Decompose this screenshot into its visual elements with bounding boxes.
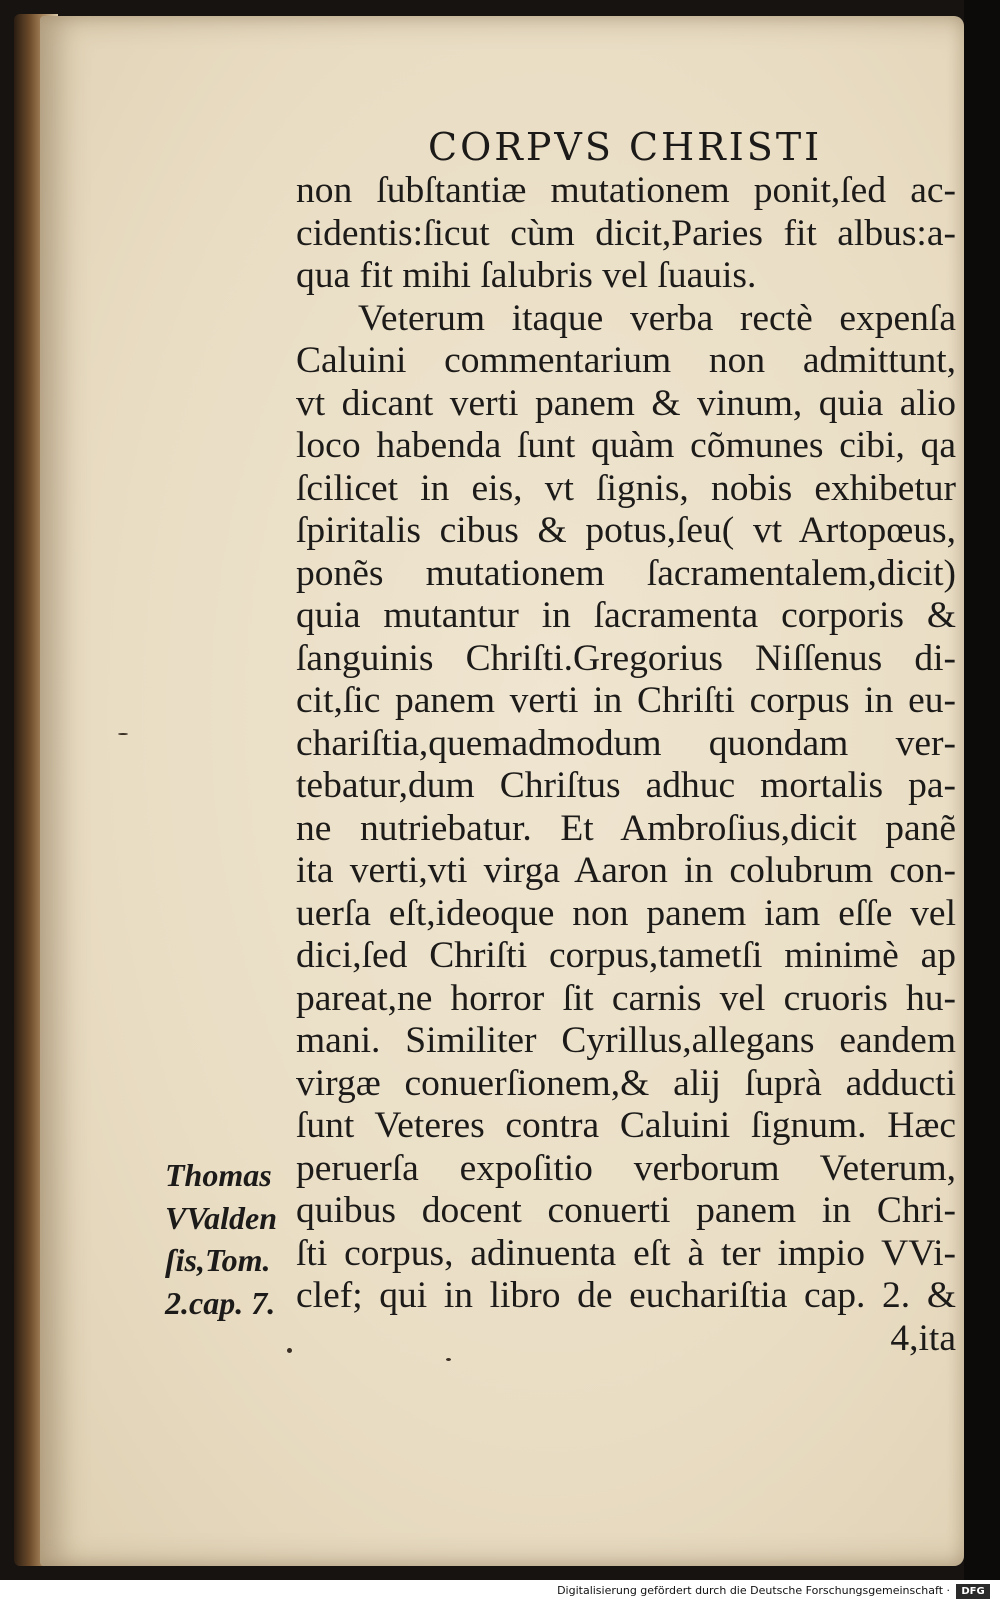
text-line: pareat,ne horror ſit carnis vel cruoris hu‑ (296, 977, 956, 1019)
text-line: ſcilicet in eis, vt ſignis, nobis exhibetur (296, 467, 956, 509)
text-line: ita verti,vti virga Aaron in colubrum con‑ (296, 850, 956, 891)
text-line: uerſa eſt,ideoque non panem iam eſſe vel (296, 892, 956, 934)
text-line: ne nutriebatur. Et Ambroſius,dicit panẽ (296, 807, 956, 849)
text-line: clef; qui in libro de euchariſtia cap. 2. & (296, 1275, 956, 1316)
text-line: ſunt Veteres contra Caluini ſignum. Hæc (296, 1105, 956, 1146)
body-text (296, 170, 956, 1360)
ink-speck (287, 1348, 292, 1353)
text-line: virgæ conuerſionem,& alij ſuprà adducti (296, 1062, 956, 1104)
ink-speck (118, 733, 128, 735)
text-line: loco habenda ſunt quàm cõmunes cibi, qa (296, 425, 956, 466)
footer-credit: Digitalisierung gefördert durch die Deutsche Forschungsgemeinschaft · (557, 1584, 950, 1597)
running-head: CORPVS CHRISTI (428, 125, 823, 169)
marginal-note-line: VValden (165, 1199, 278, 1236)
text-line: dici,ſed Chriſti corpus,tametſi minimè ap (296, 935, 956, 976)
text-line: qua fit mihi ſalubris vel ſuauis. (296, 255, 757, 296)
marginal-note-line: 2.cap. 7. (165, 1284, 276, 1321)
text-line: vt dicant verti panem & vinum, quia alio (296, 382, 956, 424)
text-line: tebatur,dum Chriſtus adhuc mortalis pa‑ (296, 765, 956, 806)
marginal-note-line: Thomas (165, 1157, 272, 1193)
ink-speck (446, 1358, 451, 1361)
marginal-note-line: ſis,Tom. (165, 1242, 271, 1278)
text-line: cit,ſic panem verti in Chriſti corpus in eu‑ (296, 680, 956, 721)
footer-bar (0, 1580, 1000, 1604)
text-line: ſpiritalis cibus & potus,ſeu( vt Artopœus, (296, 510, 956, 551)
text-line: ſanguinis Chriſti.Gregorius Niſſenus di‑ (296, 637, 956, 679)
text-line: peruerſa expoſitio verborum Veterum, (296, 1147, 956, 1189)
text-line: Caluini commentarium non admittunt, (296, 340, 956, 381)
text-line: mani. Similiter Cyrillus,allegans eandem (296, 1020, 956, 1061)
text-line: non ſubſtantiæ mutationem ponit,ſed ac‑ (296, 170, 956, 211)
text-line: Veterum itaque verba rectè expenſa (358, 297, 956, 339)
text-line: chariſtia,quemadmodum quondam ver‑ (296, 722, 956, 764)
binding-shadow (964, 0, 1000, 1580)
text-line: ſti corpus, adinuenta eſt à ter impio VVi‑ (296, 1232, 956, 1274)
catchword: 4,ita (890, 1317, 956, 1359)
text-line: quibus docent conuerti panem in Chri‑ (296, 1190, 956, 1231)
text-line: quia mutantur in ſacramenta corporis & (296, 595, 956, 636)
dfg-logo-icon: DFG (956, 1584, 990, 1599)
text-line: cidentis:ſicut cùm dicit,Paries fit albus:a‑ (296, 212, 956, 254)
text-line: ponẽs mutationem ſacramentalem,dicit) (296, 552, 956, 594)
marginal-note (165, 1154, 295, 1324)
